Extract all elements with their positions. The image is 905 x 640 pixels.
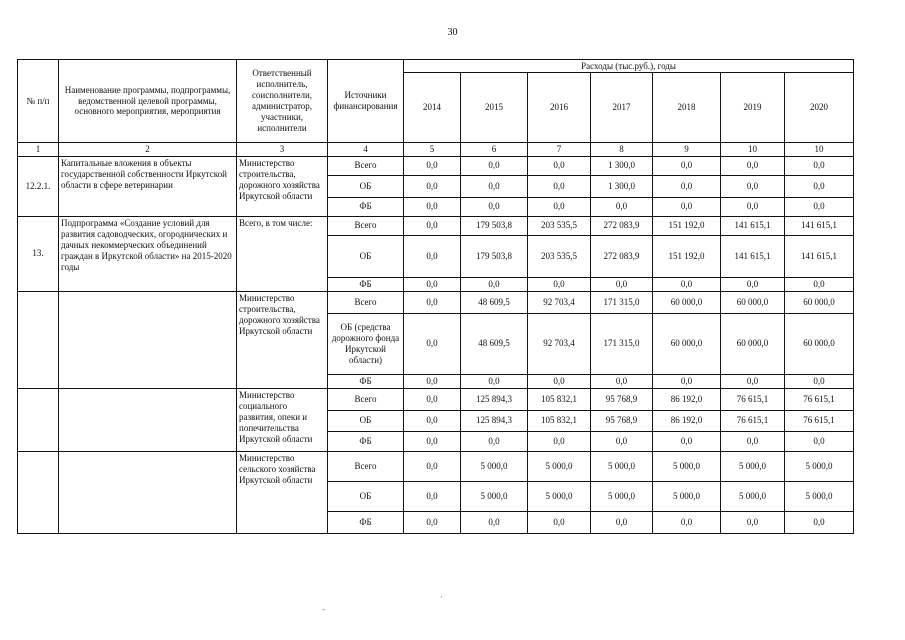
column-number: 10 [721,143,785,157]
amount-cell: 95 768,9 [591,388,653,410]
amount-cell: 0,0 [404,235,461,277]
amount-cell: 48 609,5 [461,313,528,374]
amount-cell: 141 615,1 [785,216,854,235]
amount-cell: 0,0 [785,156,854,175]
funding-source: ФБ [328,511,404,533]
amount-cell: 86 192,0 [653,388,721,410]
row-name [59,451,237,533]
amount-cell: 0,0 [404,431,461,451]
amount-cell: 0,0 [528,156,591,175]
header-num: № п/п [18,60,59,143]
amount-cell: 0,0 [404,481,461,511]
amount-cell: 0,0 [461,156,528,175]
amount-cell: 0,0 [404,175,461,197]
amount-cell: 171 315,0 [591,313,653,374]
amount-cell: 48 609,5 [461,291,528,313]
amount-cell: 0,0 [721,277,785,291]
row-index: 13. [18,216,59,291]
amount-cell: 0,0 [528,175,591,197]
amount-cell: 0,0 [591,197,653,216]
row-name: Подпрограмма «Создание условий для развития садоводческих, огороднических и дачных некоммерческих объединений граждан в Иркутской области» на 2015-2020 годы [59,216,237,291]
header-year: 2020 [785,73,854,143]
amount-cell: 0,0 [591,277,653,291]
amount-cell: 0,0 [721,175,785,197]
amount-cell: 151 192,0 [653,216,721,235]
amount-cell: 0,0 [721,156,785,175]
amount-cell: 272 083,9 [591,216,653,235]
amount-cell: 0,0 [721,431,785,451]
funding-source: Всего [328,156,404,175]
amount-cell: 0,0 [591,374,653,388]
amount-cell: 0,0 [461,374,528,388]
amount-cell: 5 000,0 [461,451,528,481]
table-row [18,451,854,481]
amount-cell: 0,0 [404,374,461,388]
amount-cell: 0,0 [461,511,528,533]
row-name [59,388,237,451]
amount-cell: 0,0 [461,197,528,216]
amount-cell: 0,0 [721,374,785,388]
table-row [18,388,854,410]
amount-cell: 0,0 [404,156,461,175]
scan-mark: · [440,592,443,602]
amount-cell: 1 300,0 [591,175,653,197]
amount-cell: 0,0 [785,197,854,216]
scan-mark: - [322,604,325,614]
header-row-top [18,60,854,73]
column-numbers-row [18,143,854,157]
column-number: 5 [404,143,461,157]
column-number: 2 [59,143,237,157]
amount-cell: 76 615,1 [785,388,854,410]
amount-cell: 0,0 [721,197,785,216]
amount-cell: 60 000,0 [785,291,854,313]
amount-cell: 5 000,0 [721,451,785,481]
amount-cell: 105 832,1 [528,388,591,410]
amount-cell: 5 000,0 [785,451,854,481]
amount-cell: 60 000,0 [653,313,721,374]
amount-cell: 76 615,1 [721,388,785,410]
amount-cell: 0,0 [404,410,461,431]
amount-cell: 86 192,0 [653,410,721,431]
amount-cell: 171 315,0 [591,291,653,313]
amount-cell: 141 615,1 [721,216,785,235]
amount-cell: 0,0 [721,511,785,533]
row-responsible: Министерство строительства, дорожного хозяйства Иркутской области [237,156,328,216]
amount-cell: 179 503,8 [461,235,528,277]
amount-cell: 0,0 [404,197,461,216]
row-index [18,451,59,533]
amount-cell: 92 703,4 [528,313,591,374]
header-name: Наименование программы, подпрограммы, ведомственной целевой программы, основного мероприятия, мероприятия [59,60,237,143]
column-number: 8 [591,143,653,157]
budget-table [17,59,854,534]
amount-cell: 76 615,1 [785,410,854,431]
amount-cell: 0,0 [785,431,854,451]
table-row [18,156,854,175]
header-source: Источники финансирования [328,60,404,143]
amount-cell: 272 083,9 [591,235,653,277]
amount-cell: 0,0 [591,431,653,451]
row-responsible: Министерство сельского хозяйства Иркутской области [237,451,328,533]
table-row [18,291,854,313]
row-name: Капитальные вложения в объекты государственной собственности Иркутской области в сфере ветеринарии [59,156,237,216]
funding-source: ОБ [328,235,404,277]
amount-cell: 0,0 [528,277,591,291]
amount-cell: 0,0 [785,277,854,291]
amount-cell: 60 000,0 [653,291,721,313]
amount-cell: 0,0 [785,374,854,388]
amount-cell: 179 503,8 [461,216,528,235]
amount-cell: 203 535,5 [528,235,591,277]
amount-cell: 151 192,0 [653,235,721,277]
amount-cell: 0,0 [653,431,721,451]
row-index [18,291,59,388]
amount-cell: 141 615,1 [721,235,785,277]
funding-source: ОБ [328,175,404,197]
amount-cell: 5 000,0 [528,481,591,511]
amount-cell: 0,0 [404,277,461,291]
column-number: 7 [528,143,591,157]
table-body [18,156,854,533]
amount-cell: 0,0 [404,511,461,533]
row-name [59,291,237,388]
amount-cell: 5 000,0 [528,451,591,481]
amount-cell: 0,0 [653,511,721,533]
column-number: 9 [653,143,721,157]
amount-cell: 0,0 [404,216,461,235]
amount-cell: 92 703,4 [528,291,591,313]
header-year: 2015 [461,73,528,143]
funding-source: ОБ [328,410,404,431]
amount-cell: 125 894,3 [461,388,528,410]
row-responsible: Министерство строительства, дорожного хозяйства Иркутской области [237,291,328,388]
amount-cell: 0,0 [461,175,528,197]
header-expenses: Расходы (тыс.руб.), годы [404,60,854,73]
amount-cell: 0,0 [461,431,528,451]
amount-cell: 0,0 [528,511,591,533]
header-year: 2018 [653,73,721,143]
column-number: 6 [461,143,528,157]
row-responsible: Всего, в том числе: [237,216,328,291]
funding-source: Всего [328,451,404,481]
funding-source: ФБ [328,197,404,216]
column-number: 4 [328,143,404,157]
column-number: 10 [785,143,854,157]
amount-cell: 5 000,0 [591,451,653,481]
amount-cell: 5 000,0 [461,481,528,511]
funding-source: Всего [328,388,404,410]
amount-cell: 0,0 [653,156,721,175]
row-index [18,388,59,451]
amount-cell: 0,0 [653,197,721,216]
table-row [18,216,854,235]
column-number: 1 [18,143,59,157]
amount-cell: 0,0 [404,451,461,481]
amount-cell: 0,0 [528,197,591,216]
page-number: 30 [447,27,458,38]
amount-cell: 95 768,9 [591,410,653,431]
amount-cell: 203 535,5 [528,216,591,235]
amount-cell: 0,0 [653,175,721,197]
funding-source: ФБ [328,277,404,291]
amount-cell: 5 000,0 [653,451,721,481]
amount-cell: 0,0 [653,374,721,388]
funding-source: Всего [328,216,404,235]
amount-cell: 0,0 [404,291,461,313]
funding-source: ОБ [328,481,404,511]
amount-cell: 60 000,0 [721,291,785,313]
amount-cell: 60 000,0 [721,313,785,374]
header-year: 2019 [721,73,785,143]
header-responsible: Ответственный исполнитель, соисполнители, администратор, участники, исполнители [237,60,328,143]
amount-cell: 0,0 [785,175,854,197]
amount-cell: 0,0 [528,374,591,388]
amount-cell: 0,0 [591,511,653,533]
header-year: 2017 [591,73,653,143]
amount-cell: 0,0 [404,388,461,410]
funding-source: ФБ [328,374,404,388]
amount-cell: 0,0 [653,277,721,291]
amount-cell: 5 000,0 [785,481,854,511]
amount-cell: 76 615,1 [721,410,785,431]
funding-source: ФБ [328,431,404,451]
amount-cell: 5 000,0 [653,481,721,511]
funding-source: ОБ (средства дорожного фонда Иркутской области) [328,313,404,374]
amount-cell: 105 832,1 [528,410,591,431]
amount-cell: 5 000,0 [591,481,653,511]
amount-cell: 0,0 [404,313,461,374]
amount-cell: 125 894,3 [461,410,528,431]
column-number: 3 [237,143,328,157]
header-year: 2016 [528,73,591,143]
amount-cell: 1 300,0 [591,156,653,175]
amount-cell: 60 000,0 [785,313,854,374]
amount-cell: 5 000,0 [721,481,785,511]
funding-source: Всего [328,291,404,313]
row-responsible: Министерство социального развития, опеки и попечительства Иркутской области [237,388,328,451]
amount-cell: 0,0 [461,277,528,291]
amount-cell: 141 615,1 [785,235,854,277]
header-year: 2014 [404,73,461,143]
amount-cell: 0,0 [528,431,591,451]
row-index: 12.2.1. [18,156,59,216]
amount-cell: 0,0 [785,511,854,533]
